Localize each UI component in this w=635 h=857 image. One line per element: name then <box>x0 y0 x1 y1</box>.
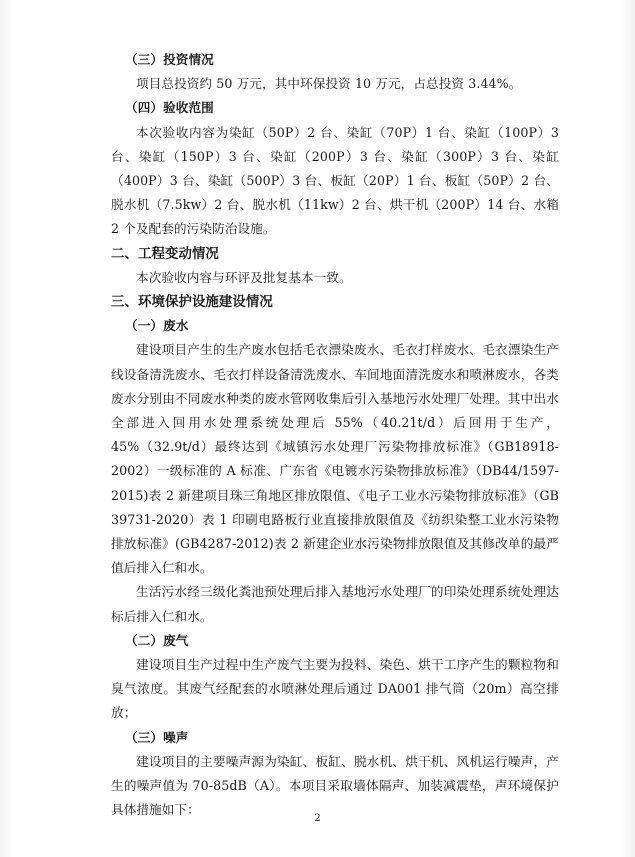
change-paragraph: 本次验收内容与环评及批复基本一致。 <box>136 269 352 285</box>
environment-heading: 三、环境保护设施建设情况 <box>111 294 273 311</box>
wastewater-heading: （一）废水 <box>125 318 189 334</box>
noise-paragraph: 建设项目的主要噪声源为染缸、板缸、脱水机、烘干机、风机运行噪声，产生的噪声值为 70-85dB（A）。本项目采取墙体隔声、加装减震垫，声环境保护具体措施如下： <box>111 753 559 818</box>
page-number: 2 <box>314 812 321 824</box>
scope-heading: （四）验收范围 <box>125 100 214 116</box>
wastewater-paragraph: 建设项目产生的生产废水包括毛衣漂染废水、毛衣打样废水、毛衣漂染生产线设备清洗废水、毛衣打样设备清洗废水、车间地面清洗废水和喷淋废水，各类废水分别由不同废水种类的废水管网收集后引入基地污水处理厂处理。其中出水全部进入回用水处理系统处理后 55%（40.21t/d）后回用于生产，45%（32.9t/d）最终达到《城镇污水处理厂污染物排放标准》（GB18918-2002）一级标准的 A 标准、广东省《电镀水污染物排放标准》（DB44/1597-2015)表 2 新建项目珠三角地区排放限值、《电子工业水污染物排放标准》（GB 39731-2020）表 1 印刷电路板行业直接排放限值及《纺织染整工业水污染物排放标准》(GB4287-2012)表 2 新建企业水污染物排放限值及其修改单的最严值后排入仁和水。 <box>111 342 559 576</box>
exhaust-gas-heading: （二）废气 <box>125 632 189 648</box>
noise-heading: （三）噪声 <box>125 729 189 745</box>
page-content <box>111 48 559 823</box>
scope-paragraph: 本次验收内容为染缸（50P）2 台、染缸（70P）1 台、染缸（100P）3 台、染缸（150P）3 台、染缸（200P）3 台、染缸（300P）3 台、染缸（400P）3 台、染缸（500P）3 台、板缸（20P）1 台、板缸（50P）2 台、脱水机（7.5kw）2 台、脱水机（11kw）2 台、烘干机（200P）14 台、水箱 2 个及配套的污染防治设施。 <box>111 124 559 237</box>
domestic-sewage-paragraph: 生活污水经三级化粪池预处理后排入基地污水处理厂的印染处理系统处理达标后排入仁和水。 <box>111 584 559 624</box>
exhaust-gas-paragraph: 建设项目生产过程中生产废气主要为投料、染色、烘干工序产生的颗粒物和臭气浓度。其废气经配套的水喷淋处理后通过 DA001 排气筒（20m）高空排放； <box>111 657 559 721</box>
investment-paragraph: 项目总投资约 50 万元，其中环保投资 10 万元，占总投资 3.44%。 <box>136 76 522 92</box>
investment-heading: （三）投资情况 <box>125 52 214 67</box>
change-heading: 二、工程变动情况 <box>111 245 219 262</box>
